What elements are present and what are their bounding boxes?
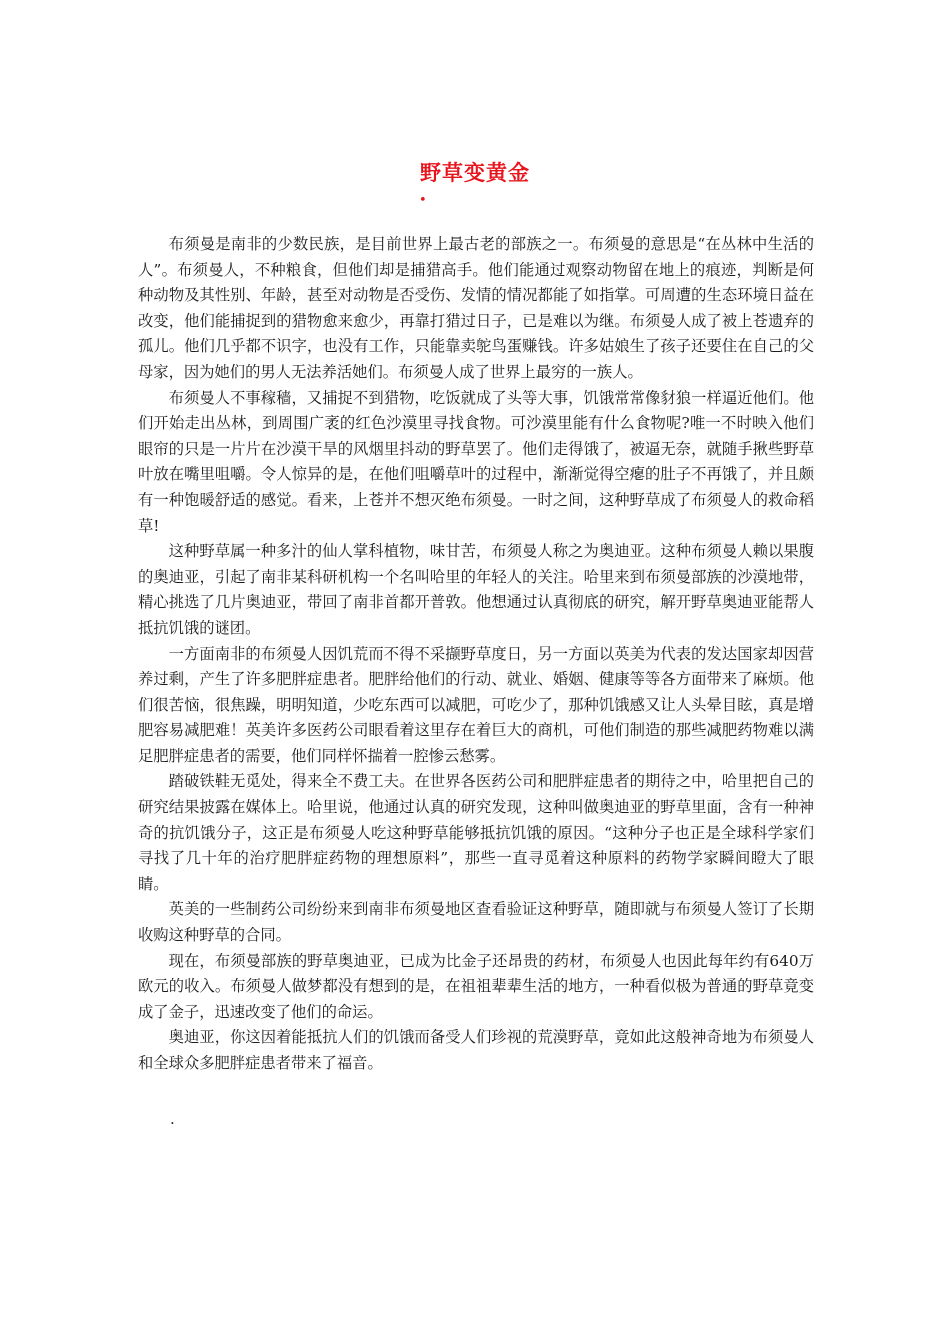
paragraph-6: 英美的一些制药公司纷纷来到南非布须曼地区查看验证这种野草，随即就与布须曼人签订了长期收购这种野草的合同。	[138, 900, 814, 945]
document-title: 野草变黄金	[420, 160, 530, 185]
paragraph-5: 踏破铁鞋无觅处，得来全不费工夫。在世界各医药公司和肥胖症患者的期待之中，哈里把自己的研究结果披露在媒体上。哈里说，他通过认真的研究发现，这种叫做奥迪亚的野草里面，含有一种神奇的抗饥饿分子，这正是布须曼人吃这种野草能够抵抗饥饿的原因。“这种分子也正是全球科学家们寻找了几十年的治疗肥胖症药物的理想原料”，那些一直寻觅着这种原料的药物学家瞬间瞪大了眼睛。	[138, 772, 814, 893]
paragraph-3: 这种野草属一种多汁的仙人掌科植物，味甘苦，布须曼人称之为奥迪亚。这种布须曼人赖以果腹的奥迪亚，引起了南非某科研机构一个名叫哈里的年轻人的关注。哈里来到布须曼部族的沙漠地带，精心挑选了几片奥迪亚，带回了南非首都开普敦。他想通过认真彻底的研究，解开野草奥迪亚能帮人抵抗饥饿的谜团。	[138, 542, 814, 637]
paragraph-1: 布须曼是南非的少数民族，是目前世界上最古老的部族之一。布须曼的意思是“在丛林中生活的人”。布须曼人，不种粮食，但他们却是捕猎高手。他们能通过观察动物留在地上的痕迹，判断是何种动物及其性别、年龄，甚至对动物是否受伤、发情的情况都能了如指掌。可周遭的生态环境日益在改变，他们能捕捉到的猎物愈来愈少，再靠打猎过日子，已是难以为继。布须曼人成了被上苍遗弃的孤儿。他们几乎都不识字，也没有工作，只能靠卖鸵鸟蛋赚钱。许多姑娘生了孩子还要住在自己的父母家，因为她们的男人无法养活她们。布须曼人成了世界上最穷的一族人。	[138, 235, 814, 381]
paragraph-2: 布须曼人不事稼穑，又捕捉不到猎物，吃饭就成了头等大事，饥饿常常像豺狼一样逼近他们。他们开始走出丛林，到周围广袤的红色沙漠里寻找食物。可沙漠里能有什么食物呢?唯一不时映入他们眼帘的只是一片片在沙漠干旱的风烟里抖动的野草罢了。他们走得饿了，被逼无奈，就随手揪些野草叶放在嘴里咀嚼。令人惊异的是，在他们咀嚼草叶的过程中，渐渐觉得空瘪的肚子不再饿了，并且颇有一种饱暖舒适的感觉。看来，上苍并不想灭绝布须曼。一时之间，这种野草成了布须曼人的救命稻草!	[138, 388, 814, 535]
title-bullet-mark: •	[419, 193, 427, 208]
paragraph-7: 现在，布须曼部族的野草奥迪亚，已成为比金子还昂贵的药材，布须曼人也因此每年约有640万欧元的收入。布须曼人做梦都没有想到的是，在祖祖辈辈生活的地方，一种看似极为普通的野草竟变成了金子，迅速改变了他们的命运。	[138, 951, 814, 1021]
article-body	[138, 232, 814, 1077]
paragraph-8: 奥迪亚，你这因着能抵抗人们的饥饿而备受人们珍视的荒漠野草，竟如此这般神奇地为布须曼人和全球众多肥胖症患者带来了福音。	[138, 1028, 814, 1072]
paragraph-4: 一方面南非的布须曼人因饥荒而不得不采撷野草度日，另一方面以英美为代表的发达国家却因营养过剩，产生了许多肥胖症患者。肥胖给他们的行动、就业、婚姻、健康等等各方面带来了麻烦。他们很苦恼，很焦躁，明明知道，少吃东西可以减肥，可吃少了，那种饥饿感又让人头晕目眩，真是增肥容易减肥难！英美许多医药公司眼看着这里存在着巨大的商机，可他们制造的那些减肥药物难以满足肥胖症患者的需要，他们同样怀揣着一腔惨云愁雾。	[138, 644, 814, 765]
end-mark: .	[170, 1110, 175, 1128]
